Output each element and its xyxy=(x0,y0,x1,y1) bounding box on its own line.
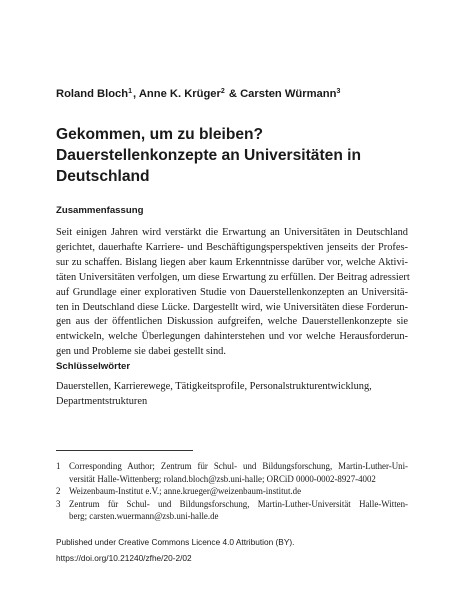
abstract-line: gen und Probleme sie dabei gestellt sind. xyxy=(56,346,226,358)
license-notice: Published under Creative Commons Licence 4.0 Attribution (BY). xyxy=(56,537,295,547)
abstract-heading: Zusammenfassung xyxy=(56,205,144,216)
footnote xyxy=(56,498,408,523)
abstract-body xyxy=(56,226,408,360)
abstract-line: auf Grundlage einer explorativen Studie von Dauerstellenkonzepten an Universitä- xyxy=(56,286,408,298)
abstract-line: Seit einigen Jahren wird verstärkt die Erwartung an Universitäten in Deutschland xyxy=(56,227,408,238)
abstract-line: sur zu schaffen. Bislang liegen aber kaum Erkenntnisse darüber vor, welche Aktivi- xyxy=(56,256,408,268)
footnote-line: Zentrum für Schul- und Bildungsforschung, Martin-Luther-Universität Halle-Witten- xyxy=(69,498,408,509)
affiliation-mark: 2 xyxy=(220,88,225,95)
footnote-line: berg; carsten.wuermann@zsb.uni-halle.de xyxy=(69,511,219,522)
abstract-line: gerichtet, dauerhafte Karriere- und Beschäftigungsperspektiven jenseits der Profes- xyxy=(56,241,408,253)
paper-title xyxy=(56,124,416,187)
abstract-line: entwickeln, welche Überlegungen dahinterstehen und vor welche Herausforderun- xyxy=(56,331,408,343)
footnote xyxy=(56,485,408,498)
author-separator: & xyxy=(225,88,241,100)
keywords-body xyxy=(56,380,408,410)
footnotes xyxy=(56,460,408,523)
title-line: Dauerstellenkonzepte an Universitäten in xyxy=(56,147,362,164)
keywords-line: Departmentstrukturen xyxy=(56,395,148,407)
footnote-line: Corresponding Author; Zentrum für Schul- und Bildungsforschung, Martin-Luther-Uni- xyxy=(69,461,408,471)
footnote-divider xyxy=(56,450,193,451)
footnote-line: versität Halle-Wittenberg; roland.bloch@zsb.uni-halle; ORCiD 0000-0002-8927-4002 xyxy=(69,473,376,484)
footnote-number: 2 xyxy=(56,486,61,497)
author-name: Anne K. Krüger xyxy=(138,88,221,100)
abstract-line: gen aus der öffentlichen Diskussion aufgreifen, welche Dauerstellenkonzepte sie xyxy=(56,316,408,328)
footnote-line: Weizenbaum-Institut e.V.; anne.krueger@weizenbaum-institut.de xyxy=(69,486,302,497)
footnote-number: 3 xyxy=(56,498,61,509)
doi-link[interactable]: https://doi.org/10.21240/zfhe/20-2/02 xyxy=(56,553,192,563)
footnote xyxy=(56,460,408,485)
abstract-line: täten Universitäten verfolgen, um diese Erwartung zu erfüllen. Der Beitrag adressiert xyxy=(56,271,410,283)
author-line xyxy=(56,88,341,100)
abstract-line: ten in Deutschland diese Lücke. Dargestellt wird, wie Universitäten diese Forderun- xyxy=(56,301,408,313)
title-line: Deutschland xyxy=(56,168,150,185)
title-line: Gekommen, um zu bleiben? xyxy=(56,126,264,143)
author-name: Carsten Würmann xyxy=(240,88,337,100)
affiliation-mark: 1 xyxy=(128,88,133,95)
author-separator: , xyxy=(133,88,139,100)
footnote-number: 1 xyxy=(56,461,61,471)
keywords-line: Dauerstellen, Karrierewege, Tätigkeitsprofile, Personalstrukturentwicklung, xyxy=(56,381,372,392)
affiliation-mark: 3 xyxy=(336,88,341,95)
author-name: Roland Bloch xyxy=(56,88,129,100)
keywords-heading: Schlüsselwörter xyxy=(56,361,131,372)
